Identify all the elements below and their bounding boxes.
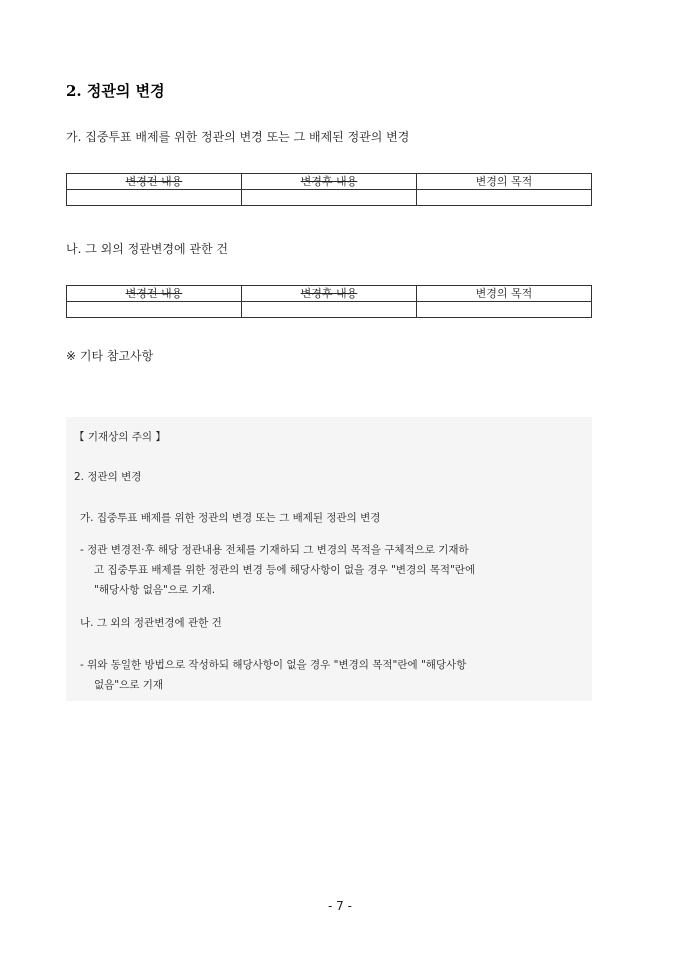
guide-item-a: 가. 집중투표 배제를 위한 정관의 변경 또는 그 배제된 정관의 변경	[80, 512, 381, 524]
reference-note: ※ 기타 참고사항	[66, 349, 154, 363]
table-cell	[417, 302, 592, 318]
table-header-row	[67, 174, 592, 190]
table-cell	[242, 190, 417, 206]
subsection-a-title: 가. 집중투표 배제를 위한 정관의 변경 또는 그 배제된 정관의 변경	[66, 130, 410, 144]
table-cell	[242, 302, 417, 318]
page-number: - 7 -	[328, 899, 352, 913]
guide-item-b-line: 없음"으로 기재	[94, 679, 164, 691]
subsection-b-title: 나. 그 외의 정관변경에 관한 건	[66, 242, 228, 256]
table-header-before: 변경전 내용	[67, 286, 242, 302]
amendment-table-b	[66, 285, 592, 318]
table-cell	[417, 190, 592, 206]
guide-item-b: 나. 그 외의 정관변경에 관한 건	[80, 617, 222, 629]
amendment-table-a	[66, 173, 592, 206]
table-row	[67, 190, 592, 206]
table-header-after: 변경후 내용	[242, 286, 417, 302]
table-row	[67, 302, 592, 318]
guide-title: 2. 정관의 변경	[74, 471, 142, 483]
table-header-row	[67, 286, 592, 302]
table-cell	[67, 190, 242, 206]
guide-heading: 【 기재상의 주의 】	[74, 431, 166, 443]
table-header-purpose: 변경의 목적	[417, 174, 592, 190]
guide-item-a-line: - 정관 변경전·후 해당 정관내용 전체를 기재하되 그 변경의 목적을 구체적으로 기재하	[80, 544, 469, 556]
table-header-after: 변경후 내용	[242, 174, 417, 190]
table-header-purpose: 변경의 목적	[417, 286, 592, 302]
guide-item-b-line: - 위와 동일한 방법으로 작성하되 해당사항이 없을 경우 "변경의 목적"란에 "해당사항	[80, 659, 467, 671]
guide-item-a-line: 고 집중투표 배제를 위한 정관의 변경 등에 해당사항이 없을 경우 "변경의 목적"란에	[94, 564, 476, 576]
guide-item-a-line: "해당사항 없음"으로 기재.	[94, 584, 216, 596]
writing-guide-box	[66, 417, 592, 701]
table-header-before: 변경전 내용	[67, 174, 242, 190]
table-cell	[67, 302, 242, 318]
section-title: 2. 정관의 변경	[66, 82, 165, 100]
